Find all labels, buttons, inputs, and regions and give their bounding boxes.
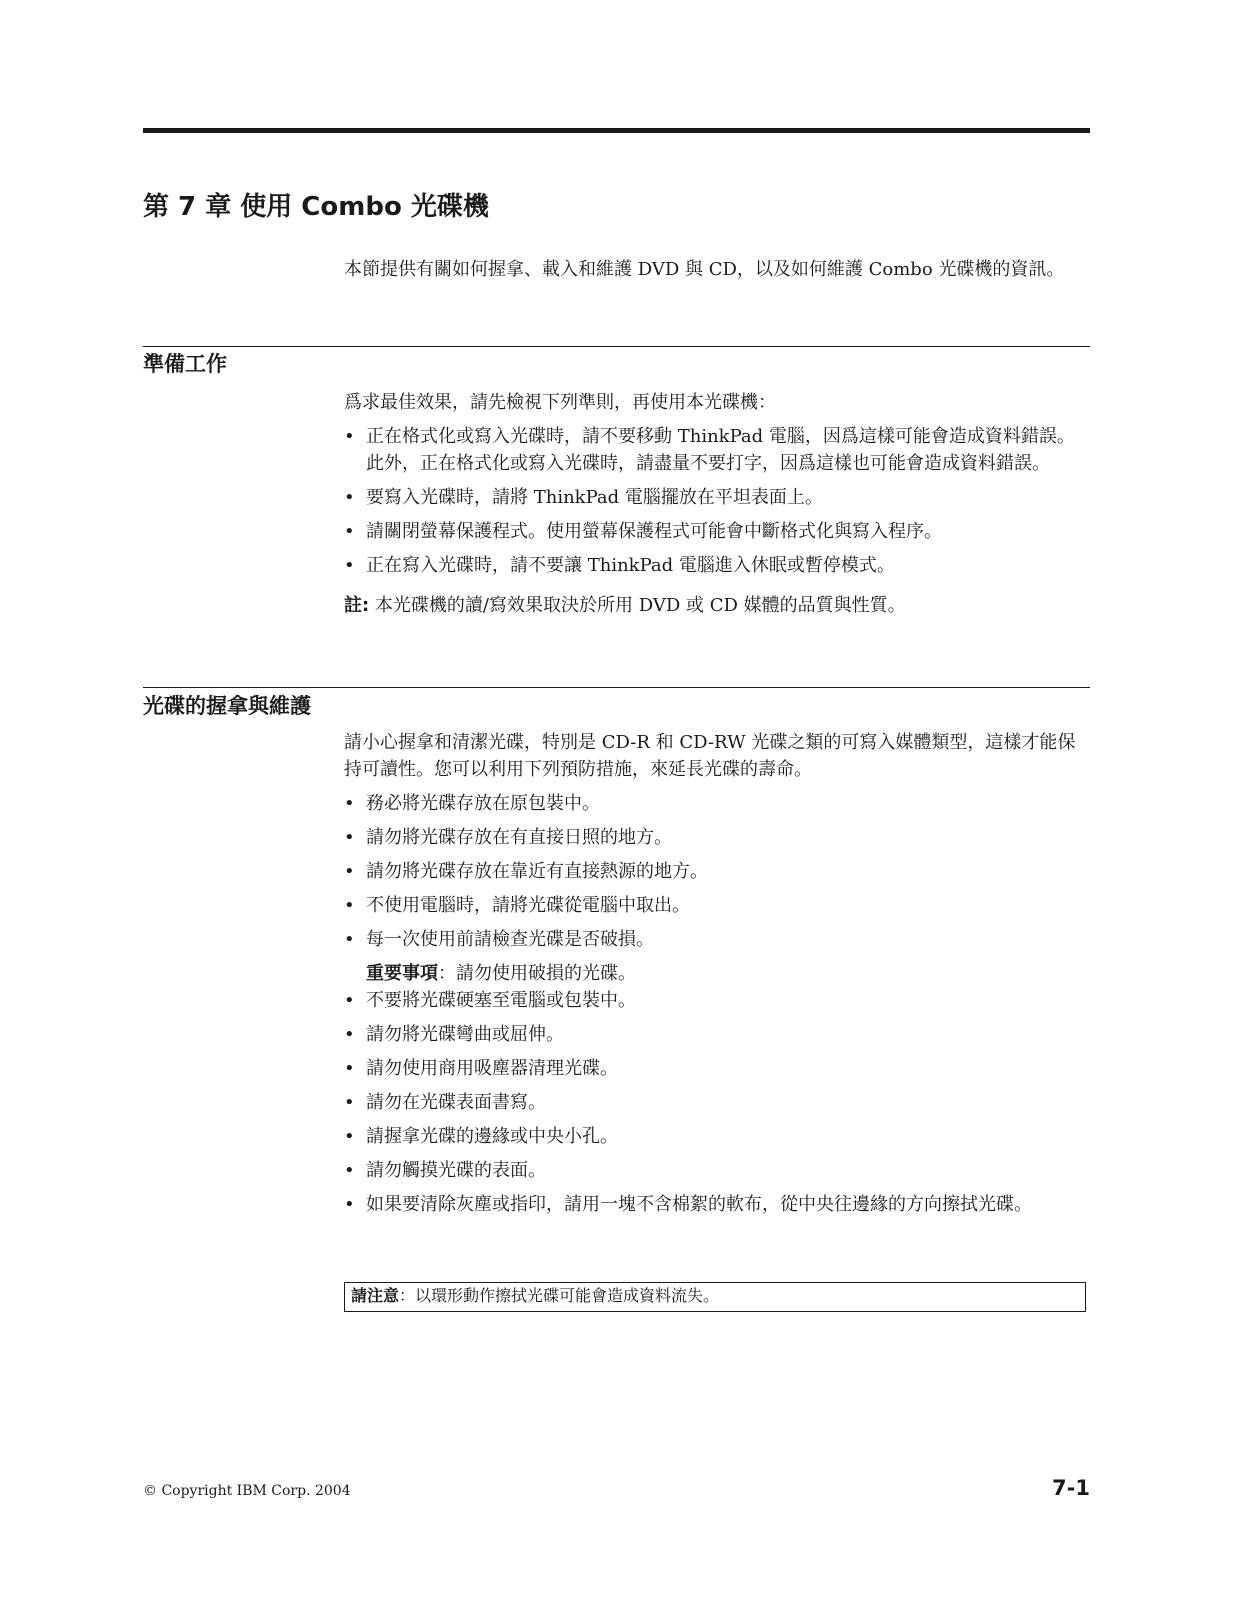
attention-label: 請注意: [351, 1286, 400, 1305]
note: [344, 592, 1090, 619]
section-divider: [143, 346, 1090, 347]
chapter-top-rule: [143, 128, 1090, 133]
section-prepare-lead: 爲求最佳效果，請先檢視下列準則，再使用本光碟機：: [344, 392, 776, 413]
important-label: 重要事項: [366, 963, 438, 984]
list-item: • 務必將光碟存放在原包裝中。: [344, 790, 1090, 817]
list-item: • 請握拿光碟的邊緣或中央小孔。: [344, 1123, 1090, 1150]
list-item: • 請勿使用商用吸塵器清理光碟。: [344, 1055, 1090, 1082]
attention-text: ：以環形動作擦拭光碟可能會造成資料流失。: [399, 1286, 720, 1305]
list-item: • 請勿將光碟存放在靠近有直接熱源的地方。: [344, 858, 1090, 885]
prepare-guidelines-list: [344, 423, 1090, 579]
chapter-intro-block: [344, 256, 1090, 283]
list-item: • 正在寫入光碟時，請不要讓 ThinkPad 電腦進入休眠或暫停模式。: [344, 552, 1090, 579]
attention-box: [344, 1282, 1086, 1312]
section-prepare-body: [344, 389, 1090, 619]
section-care-lead: 請小心握拿和清潔光碟，特別是 CD-R 和 CD-RW 光碟之類的可寫入媒體類型，這樣才能保持可讀性。您可以利用下列預防措施，來延長光碟的壽命。: [344, 732, 1076, 780]
section-care-body: [344, 729, 1090, 1225]
note-label: 註:: [344, 595, 370, 616]
list-item: • 請勿觸摸光碟的表面。: [344, 1157, 1090, 1184]
list-item: • 請勿將光碟彎曲或屈伸。: [344, 1021, 1090, 1048]
note-text: 本光碟機的讀/寫效果取決於所用 DVD 或 CD 媒體的品質與性質。: [374, 595, 906, 616]
list-item: • 每一次使用前請檢查光碟是否破損。: [344, 926, 1090, 953]
section-heading-care: 光碟的握拿與維護: [143, 694, 311, 718]
list-item: • 不使用電腦時，請將光碟從電腦中取出。: [344, 892, 1090, 919]
footer-copyright: © Copyright IBM Corp. 2004: [143, 1483, 351, 1499]
section-heading-prepare: 準備工作: [143, 352, 227, 376]
list-item: • 請勿將光碟存放在有直接日照的地方。: [344, 824, 1090, 851]
list-item: • 請勿在光碟表面書寫。: [344, 1089, 1090, 1116]
chapter-title: 第 7 章 使用 Combo 光碟機: [143, 192, 489, 222]
section-divider: [143, 687, 1090, 688]
list-item: • 不要將光碟硬塞至電腦或包裝中。: [344, 987, 1090, 1014]
chapter-intro: 本節提供有關如何握拿、載入和維護 DVD 與 CD，以及如何維護 Combo 光碟機的資訊。: [344, 259, 1065, 280]
care-precautions-list: [344, 790, 1090, 953]
page-number: 7-1: [1052, 1476, 1090, 1500]
list-item: • 如果要清除灰塵或指印，請用一塊不含棉絮的軟布，從中央往邊緣的方向擦拭光碟。: [344, 1191, 1090, 1218]
list-item: • 正在格式化或寫入光碟時，請不要移動 ThinkPad 電腦，因爲這樣可能會造成資料錯誤。此外，正在格式化或寫入光碟時，請盡量不要打字，因爲這樣也可能會造成資料錯誤。: [344, 423, 1090, 477]
important-notice: [344, 960, 1090, 987]
list-item: • 要寫入光碟時，請將 ThinkPad 電腦擺放在平坦表面上。: [344, 484, 1090, 511]
care-precautions-list-2: [344, 987, 1090, 1218]
important-text: ：請勿使用破損的光碟。: [438, 963, 636, 984]
list-item: • 請關閉螢幕保護程式。使用螢幕保護程式可能會中斷格式化與寫入程序。: [344, 518, 1090, 545]
